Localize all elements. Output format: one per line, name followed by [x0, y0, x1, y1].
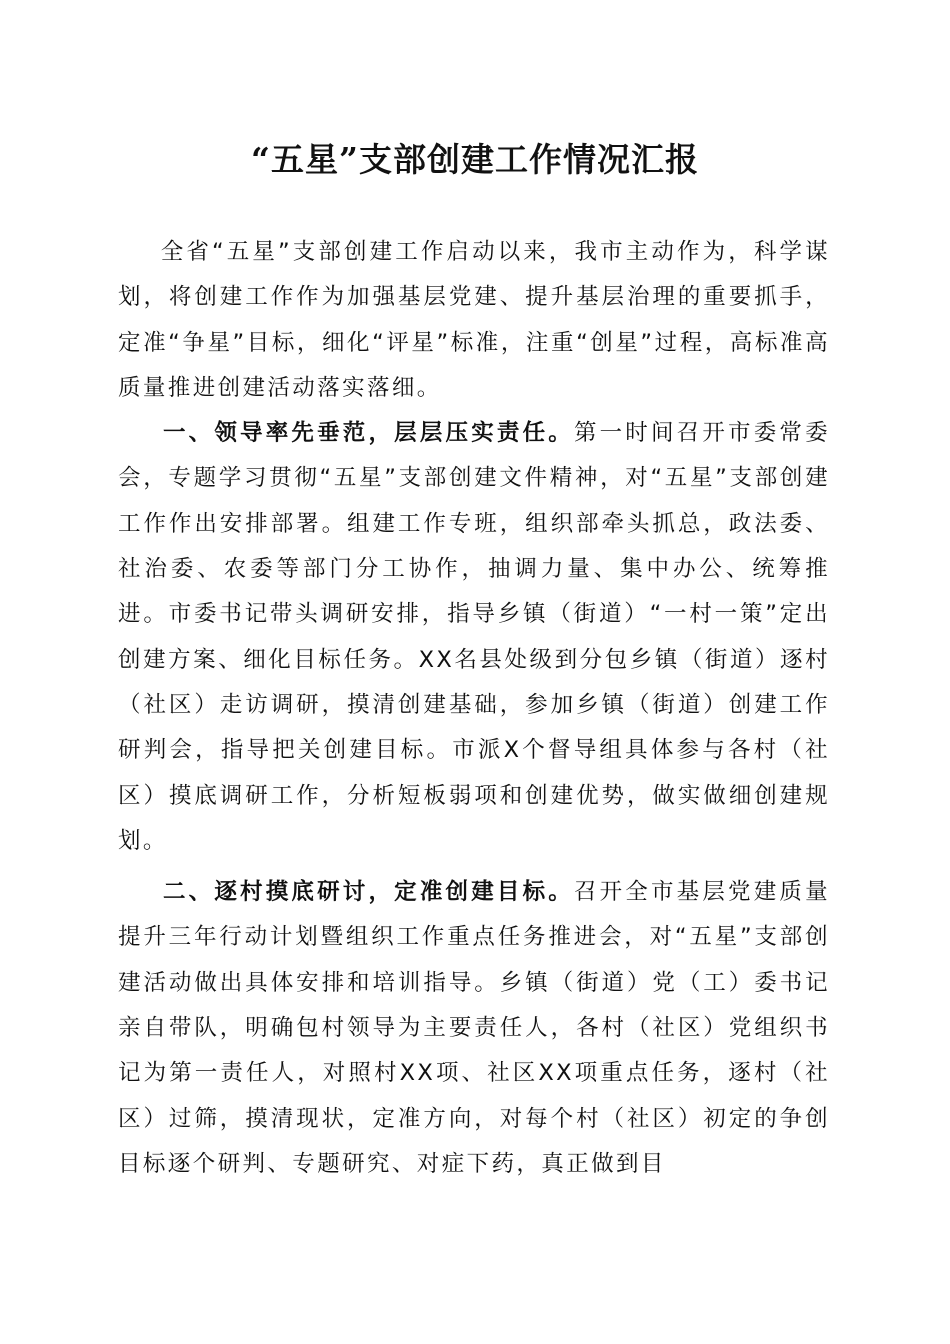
- section-1-text: 第一时间召开市委常委会，专题学习贯彻“五星”支部创建文件精神，对“五星”支部创建工作作出安排部署。组建工作专班，组织部牵头抓总，政法委、社治委、农委等部门分工协作，抽调力量、集中办公、统筹推进。市委书记带头调研安排，指导乡镇（街道）“一村一策”定出创建方案、细化目标任务。XX名县处级到分包乡镇（街道）逐村（社区）走访调研，摸清创建基础，参加乡镇（街道）创建工作研判会，指导把关创建目标。市派X个督导组具体参与各村（社区）摸底调研工作，分析短板弱项和创建优势，做实做细创建规划。: [118, 420, 830, 854]
- document-body: [118, 230, 830, 1187]
- section-1-heading: 一、领导率先垂范，层层压实责任。: [163, 420, 574, 447]
- section-1-paragraph: [118, 411, 830, 864]
- section-2-paragraph: [118, 870, 830, 1187]
- intro-paragraph: 全省“五星”支部创建工作启动以来，我市主动作为，科学谋划，将创建工作作为加强基层党建、提升基层治理的重要抓手，定准“争星”目标，细化“评星”标准，注重“创星”过程，高标准高质量推进创建活动落实落细。: [118, 239, 830, 401]
- section-2-text: 召开全市基层党建质量提升三年行动计划暨组织工作重点任务推进会，对“五星”支部创建活动做出具体安排和培训指导。乡镇（街道）党（工）委书记亲自带队，明确包村领导为主要责任人，各村（社区）党组织书记为第一责任人，对照村XX项、社区XX项重点任务，逐村（社区）过筛，摸清现状，定准方向，对每个村（社区）初定的争创目标逐个研判、专题研究、对症下药，真正做到目: [118, 879, 830, 1177]
- section-2-heading: 二、逐村摸底研讨，定准创建目标。: [163, 879, 574, 906]
- document-title: “五星”支部创建工作情况汇报: [251, 140, 699, 179]
